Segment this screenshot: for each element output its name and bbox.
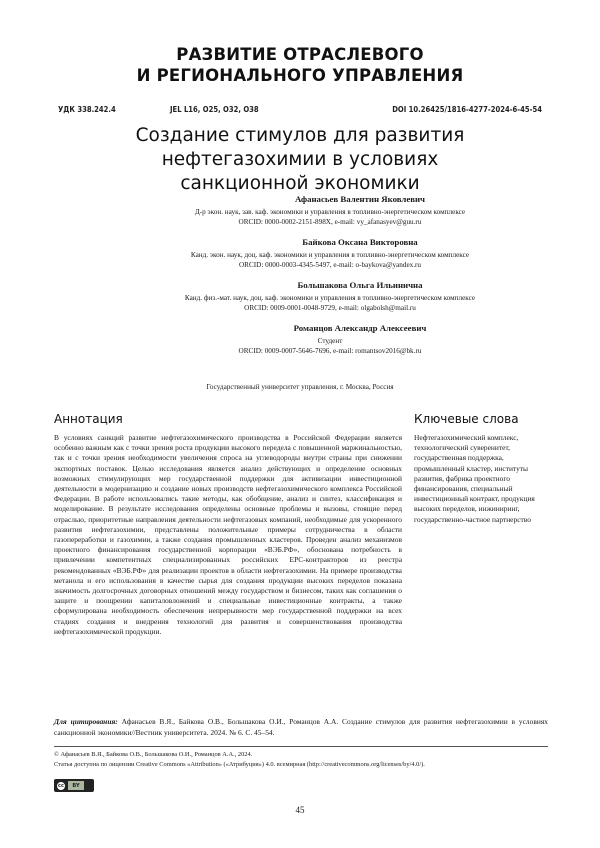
author-name: Романцов Александр Алексеевич	[293, 323, 427, 333]
jel-codes: JEL L16, O25, O32, O38	[170, 105, 259, 114]
abstract-text: В условиях санкций развитие нефтегазохимического производства в Российской Федерации является особенно важным как с точки зрения роста продукции высокого передела с повышенной маржинальностью, так и с точки зрения необходимости увеличения спроса на углеводороды внутри страны при снижении экспортных поставок. Целью исследования является анализ действующих и определение основных возможных стимулирующих мер государственной поддержки для активизации инвестиционной деятельности в модернизацию и создание новых производств нефтегазохимического комплекса Российской Федерации. В работе использовались такие методы, как обобщение, анализ и синтез, классификация и моделирование. В результате исследования определены основные проблемы и вызовы, стоящие перед отраслью, приоритетные направления деятельности нефтегазовых компаний, необходимые для ускоренного развития нефтегазохимии, представлены положительные примеры сотрудничества в области газопереработки и газохимии, а также создания промышленных кластеров. Проведен анализ механизмов проектного финансирования государственной корпорации «ВЭБ.РФ», обоснована потребность в привлечении компетентных специализированных российских EPC-контракторов из реестра рекомендованных «ВЭБ.РФ» для реализации проектов в области нефтегазохимии. На примере производства метанола и его использования в качестве сырья для создания продукции высоких переделов показана значимость долгосрочных договорных отношений между государством и бизнесом, таких как соглашения о защите и поощрении капиталовложений и специальные инвестиционные контракты, а также сформулирована необходимость обеспечения непрерывности мер государственной поддержки на всех стадиях создания и внедрения технологий для развития и совершенствования производства нефтегазохимической продукции.	[54, 433, 402, 636]
section-title-line-2: И РЕГИОНАЛЬНОГО УПРАВЛЕНИЯ	[136, 66, 464, 85]
author-orcid: ORCID: 0000-0002-2151-898X, e-mail: vy_afanasyev@guu.ru	[238, 218, 422, 226]
article-title-line-3: санкционной экономики	[180, 173, 420, 194]
article-title-line-1: Создание стимулов для развития	[135, 125, 465, 146]
author-block	[60, 237, 540, 270]
page-number: 45	[295, 805, 305, 815]
article-metadata	[58, 105, 542, 119]
author-position: Д-р экон. наук, зав. каф. экономики и управления в топливно-энергетическом комплексе	[194, 208, 466, 216]
by-attribution-icon: BY	[68, 781, 84, 790]
footnote-divider	[54, 746, 548, 747]
doi: DOI 10.26425/1816-4277-2024-6-45-54	[392, 105, 542, 114]
author-list	[60, 194, 540, 366]
keywords-heading: Ключевые слова	[414, 412, 519, 426]
author-name: Большакова Ольга Ильинична	[297, 280, 423, 290]
author-name: Афанасьев Валентин Яковлевич	[294, 194, 426, 204]
keywords-text: Нефтегазохимический комплекс, технологический суверенитет, государственная поддержка, промышленный кластер, институты развития, фабрика проектного финансирования, специальный инвестиционный контракт, продукция высоких переделов, инжиниринг, государственно-частное партнерство	[414, 433, 535, 524]
author-name: Байкова Оксана Викторовна	[302, 237, 418, 247]
section-title-line-1: РАЗВИТИЕ ОТРАСЛЕВОГО	[176, 45, 424, 64]
author-block	[60, 194, 540, 227]
citation-label: Для цитирования:	[54, 717, 118, 726]
article-title	[40, 124, 560, 196]
author-orcid: ORCID: 0000-0003-4345-5497, e-mail: o-baykova@yandex.ru	[238, 261, 422, 269]
author-position: Студент	[317, 337, 343, 345]
affiliation: Государственный университет управления, г. Москва, Россия	[206, 383, 394, 391]
author-orcid: ORCID: 0009-0001-0048-9729, e-mail: olgabolsh@mail.ru	[244, 304, 416, 312]
author-position: Канд. физ.-мат. наук, доц. каф. экономики и управления в топливно-энергетическом комплексе	[184, 294, 476, 302]
citation	[54, 717, 548, 738]
author-block	[60, 280, 540, 313]
author-position: Канд. экон. наук, доц. каф. экономики и управления в топливно-энергетическом комплексе	[190, 251, 470, 259]
author-block	[60, 323, 540, 356]
article-title-line-2: нефтегазохимии в условиях	[161, 149, 439, 170]
udk-code: УДК 338.242.4	[58, 105, 116, 114]
copyright-line: © Афанасьев В.Я., Байкова О.В., Большакова О.И., Романцов А.А., 2024.	[54, 751, 253, 758]
author-orcid: ORCID: 0009-0007-5646-7696, e-mail: romantsov2016@bk.ru	[238, 347, 422, 355]
cc-logo-icon: cc	[56, 781, 66, 791]
license-line: Статья доступна по лицензии Creative Commons «Attribution» («Атрибуция») 4.0. всемирная (http://creativecommons.org/licenses/by/4.0/).	[54, 761, 425, 768]
citation-text: Афанасьев В.Я., Байкова О.В., Большакова О.И., Романцов А.А. Создание стимулов для развития нефтегазохимии в условиях санкционной экономики//Вестник университета. 2024. № 6. С. 45–54.	[54, 717, 548, 737]
copyright-notice	[54, 750, 548, 770]
section-title	[0, 44, 600, 86]
creative-commons-badge	[54, 779, 94, 792]
abstract-heading: Аннотация	[54, 412, 123, 426]
